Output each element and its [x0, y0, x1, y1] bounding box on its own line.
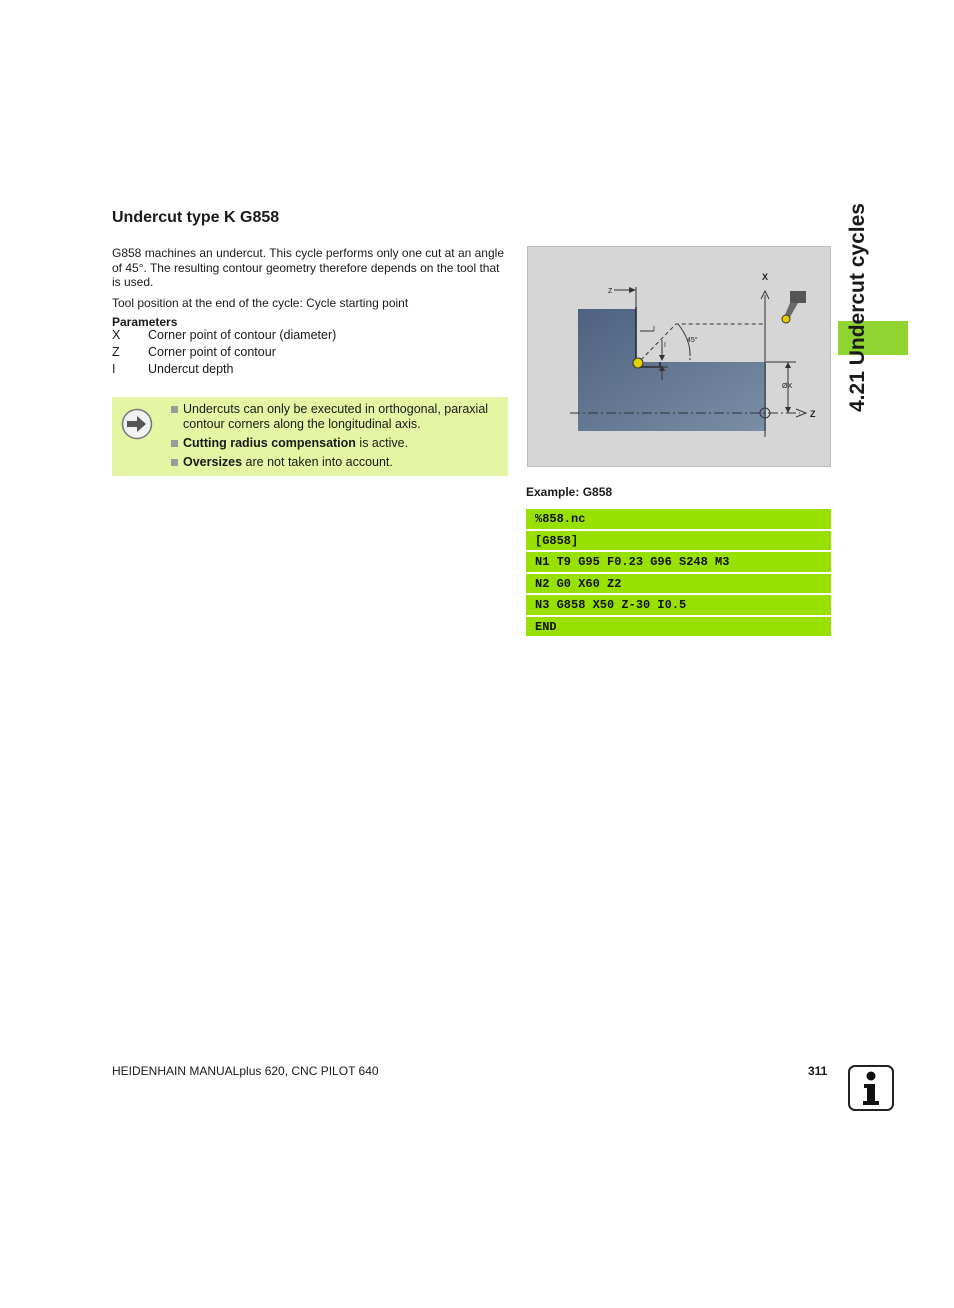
tool-position-paragraph: Tool position at the end of the cycle: Cycle starting point: [112, 296, 409, 310]
parameter-row: [112, 345, 276, 360]
parameter-symbol: X: [112, 328, 121, 342]
tool-path: [636, 324, 764, 365]
example-label: Example: G858: [526, 485, 613, 499]
parameter-row: [112, 362, 233, 377]
note-item: Oversizes are not taken into account.: [171, 455, 501, 470]
note-item: Cutting radius compensation is active.: [171, 436, 501, 451]
diameter-label: ØX: [782, 383, 793, 390]
code-line: N1 T9 G95 F0.23 G96 S248 M3: [526, 552, 831, 572]
parameter-row: [112, 328, 336, 343]
undercut-diagram: [527, 246, 831, 467]
note-item: Undercuts can only be executed in orthogonal, paraxial contour corners along the longitudinal axis.: [171, 402, 501, 432]
angle-label: 45°: [687, 337, 698, 344]
x-axis-label: X: [762, 272, 769, 282]
info-icon: [848, 1065, 894, 1111]
code-line: N3 G858 X50 Z-30 I0.5: [526, 595, 831, 615]
parameters-heading: Parameters: [112, 315, 178, 329]
i-dimension-label-bottom: I: [664, 342, 666, 349]
z-dimension-label: Z: [608, 288, 613, 295]
code-line: %858.nc: [526, 509, 831, 529]
tool-tip-corner: [633, 358, 643, 368]
note-bold-term: Oversizes: [183, 455, 243, 469]
parameter-description: Undercut depth: [148, 362, 234, 376]
parameter-symbol: I: [112, 362, 116, 376]
page-number: 311: [808, 1064, 828, 1078]
note-list: [171, 402, 501, 474]
note-box: [112, 397, 508, 476]
tool-holder-icon: [782, 291, 806, 323]
code-listing: [526, 509, 831, 638]
note-bold-term: Cutting radius compensation: [183, 436, 356, 450]
parameter-symbol: Z: [112, 345, 120, 359]
footer-text: HEIDENHAIN MANUALplus 620, CNC PILOT 640: [112, 1064, 379, 1078]
arrow-right-icon: [121, 408, 153, 440]
intro-paragraph: G858 machines an undercut. This cycle performs only one cut at an angle of 45°. The resulting contour geometry therefore depends on the tool that is used.: [112, 246, 504, 289]
code-line: END: [526, 617, 831, 637]
chapter-title: 4.21 Undercut cycles: [846, 203, 869, 412]
code-line: [G858]: [526, 531, 831, 551]
parameter-description: Corner point of contour (diameter): [148, 328, 337, 342]
undercut-diagram-svg: [528, 247, 830, 466]
z-axis-label: Z: [810, 409, 816, 419]
i-dimension-label-top: I: [653, 326, 655, 333]
section-title: Undercut type K G858: [112, 209, 280, 226]
code-line: N2 G0 X60 Z2: [526, 574, 831, 594]
parameter-description: Corner point of contour: [148, 345, 276, 359]
